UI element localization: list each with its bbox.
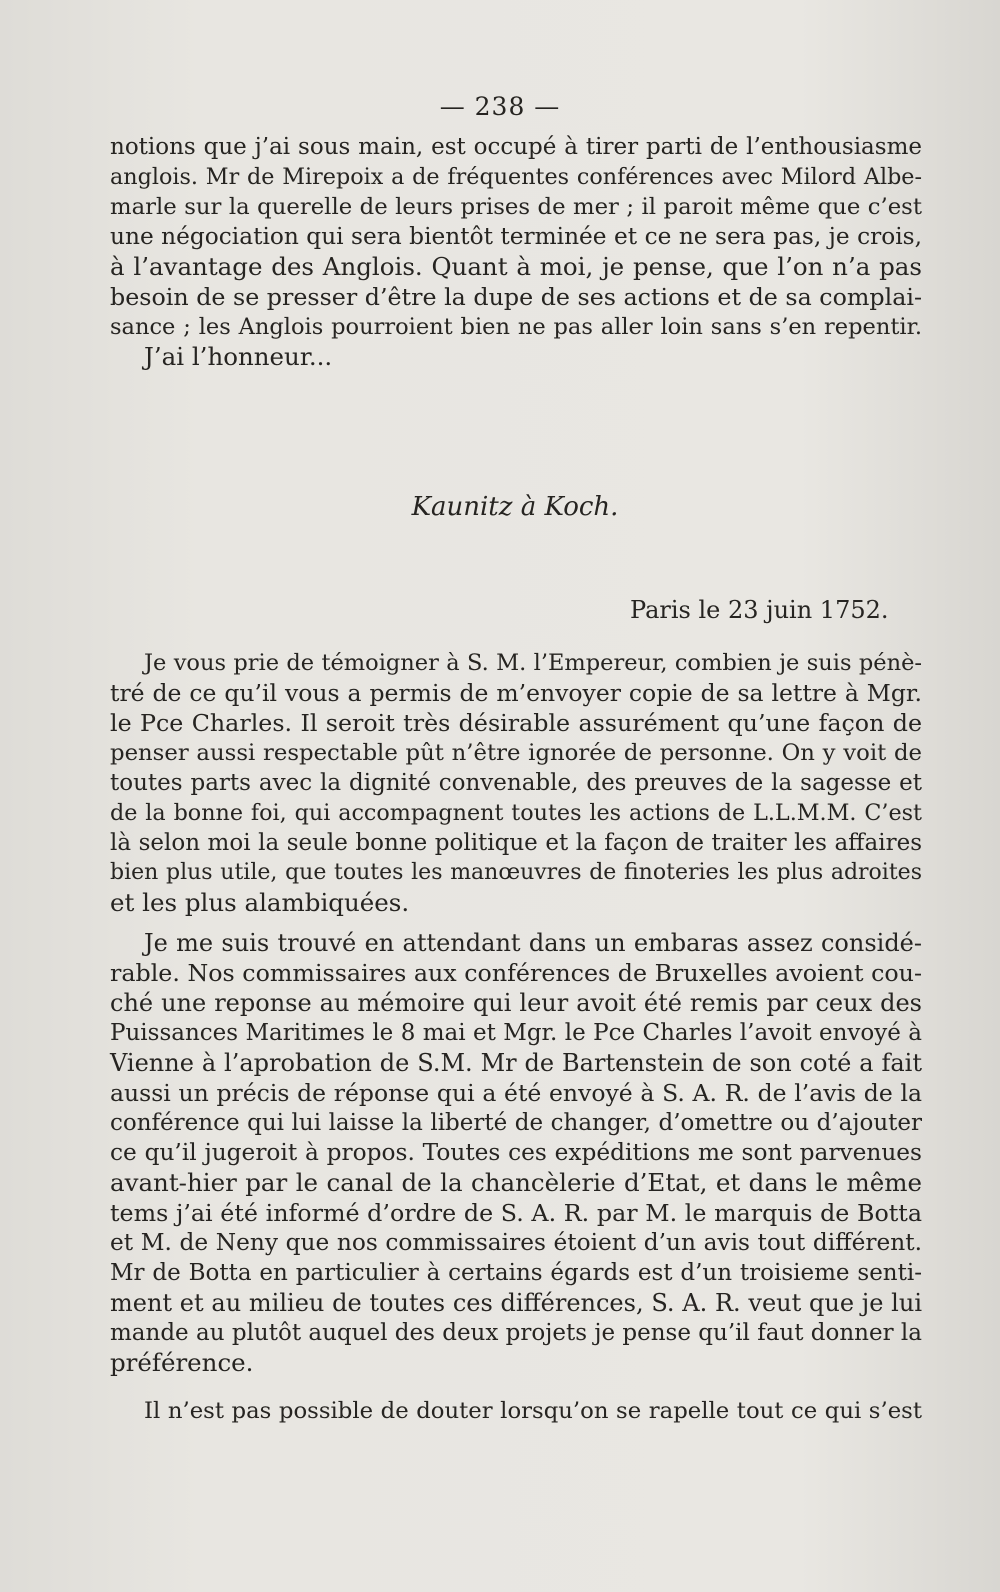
- text-line: Vienne à l’aprobation de S.M. Mr de Bartenstein de son coté a fait: [110, 1049, 922, 1077]
- text-line: sance ; les Anglois pourroient bien ne pas aller loin sans s’en repentir.: [110, 314, 922, 340]
- text-line: mande au plutôt auquel des deux projets je pense qu’il faut donner la: [110, 1320, 922, 1346]
- text-line: et les plus alambiquées.: [110, 888, 410, 917]
- text-line: notions que j’ai sous main, est occupé à tirer parti de l’enthousiasme: [110, 134, 922, 160]
- text-line: ché une reponse au mémoire qui leur avoit été remis par ceux des: [110, 989, 922, 1017]
- text-line: le Pce Charles. Il seroit très désirable assurément qu’une façon de: [110, 709, 922, 737]
- text-line: de la bonne foi, qui accompagnent toutes les actions de L.L.M.M. C’est: [110, 800, 922, 826]
- text-line: aussi un précis de réponse qui a été envoyé à S. A. R. de l’avis de la: [110, 1079, 922, 1107]
- text-line: besoin de se presser d’être la dupe de ses actions et de sa complai-: [110, 283, 922, 311]
- text-line: Puissances Maritimes le 8 mai et Mgr. le Pce Charles l’avoit envoyé à: [110, 1020, 922, 1046]
- text-line: toutes parts avec la dignité convenable, des preuves de la sagesse et: [110, 770, 922, 796]
- text-line: Il n’est pas possible de douter lorsqu’on se rapelle tout ce qui s’est: [144, 1398, 922, 1424]
- text-line: penser aussi respectable pût n’être ignorée de personne. On y voit de: [110, 740, 922, 766]
- text-line: Je me suis trouvé en attendant dans un embaras assez considé-: [144, 929, 922, 957]
- text-line: ce qu’il jugeroit à propos. Toutes ces expéditions me sont parvenues: [110, 1139, 922, 1166]
- text-line: préférence.: [110, 1348, 254, 1377]
- text-line: à l’avantage des Anglois. Quant à moi, je pense, que l’on n’a pas: [110, 252, 922, 281]
- text-line: tems j’ai été informé d’ordre de S. A. R. par M. le marquis de Botta: [110, 1199, 922, 1227]
- text-line: une négociation qui sera bientôt terminée et ce ne sera pas, je crois,: [110, 223, 922, 250]
- text-line: ment et au milieu de toutes ces différences, S. A. R. veut que je lui: [110, 1289, 922, 1317]
- closing-formula: J’ai l’honneur...: [144, 342, 333, 371]
- dateline: Paris le 23 juin 1752.: [630, 596, 889, 624]
- text-line: marle sur la querelle de leurs prises de mer ; il paroit même que c’est: [110, 194, 922, 220]
- text-line: là selon moi la seule bonne politique et la façon de traiter les affaires: [110, 830, 922, 856]
- text-line: rable. Nos commissaires aux conférences de Bruxelles avoient cou-: [110, 959, 922, 987]
- text-line: bien plus utile, que toutes les manœuvres de finoteries les plus adroites: [110, 860, 922, 885]
- text-line: anglois. Mr de Mirepoix a de fréquentes conférences avec Milord Albe-: [110, 164, 922, 190]
- letter-heading: Kaunitz à Koch.: [411, 492, 619, 522]
- page-number: — 238 —: [439, 92, 561, 121]
- text-line: et M. de Neny que nos commissaires étoient d’un avis tout différent.: [110, 1229, 922, 1256]
- text-line: Je vous prie de témoigner à S. M. l’Empereur, combien je suis pénè-: [144, 650, 922, 676]
- text-line: conférence qui lui laisse la liberté de changer, d’omettre ou d’ajouter: [110, 1110, 922, 1136]
- text-line: tré de ce qu’il vous a permis de m’envoyer copie de sa lettre à Mgr.: [110, 679, 922, 707]
- text-line: avant-hier par le canal de la chancèlerie d’Etat, et dans le même: [110, 1168, 922, 1197]
- text-line: Mr de Botta en particulier à certains égards est d’un troisieme senti-: [110, 1260, 922, 1286]
